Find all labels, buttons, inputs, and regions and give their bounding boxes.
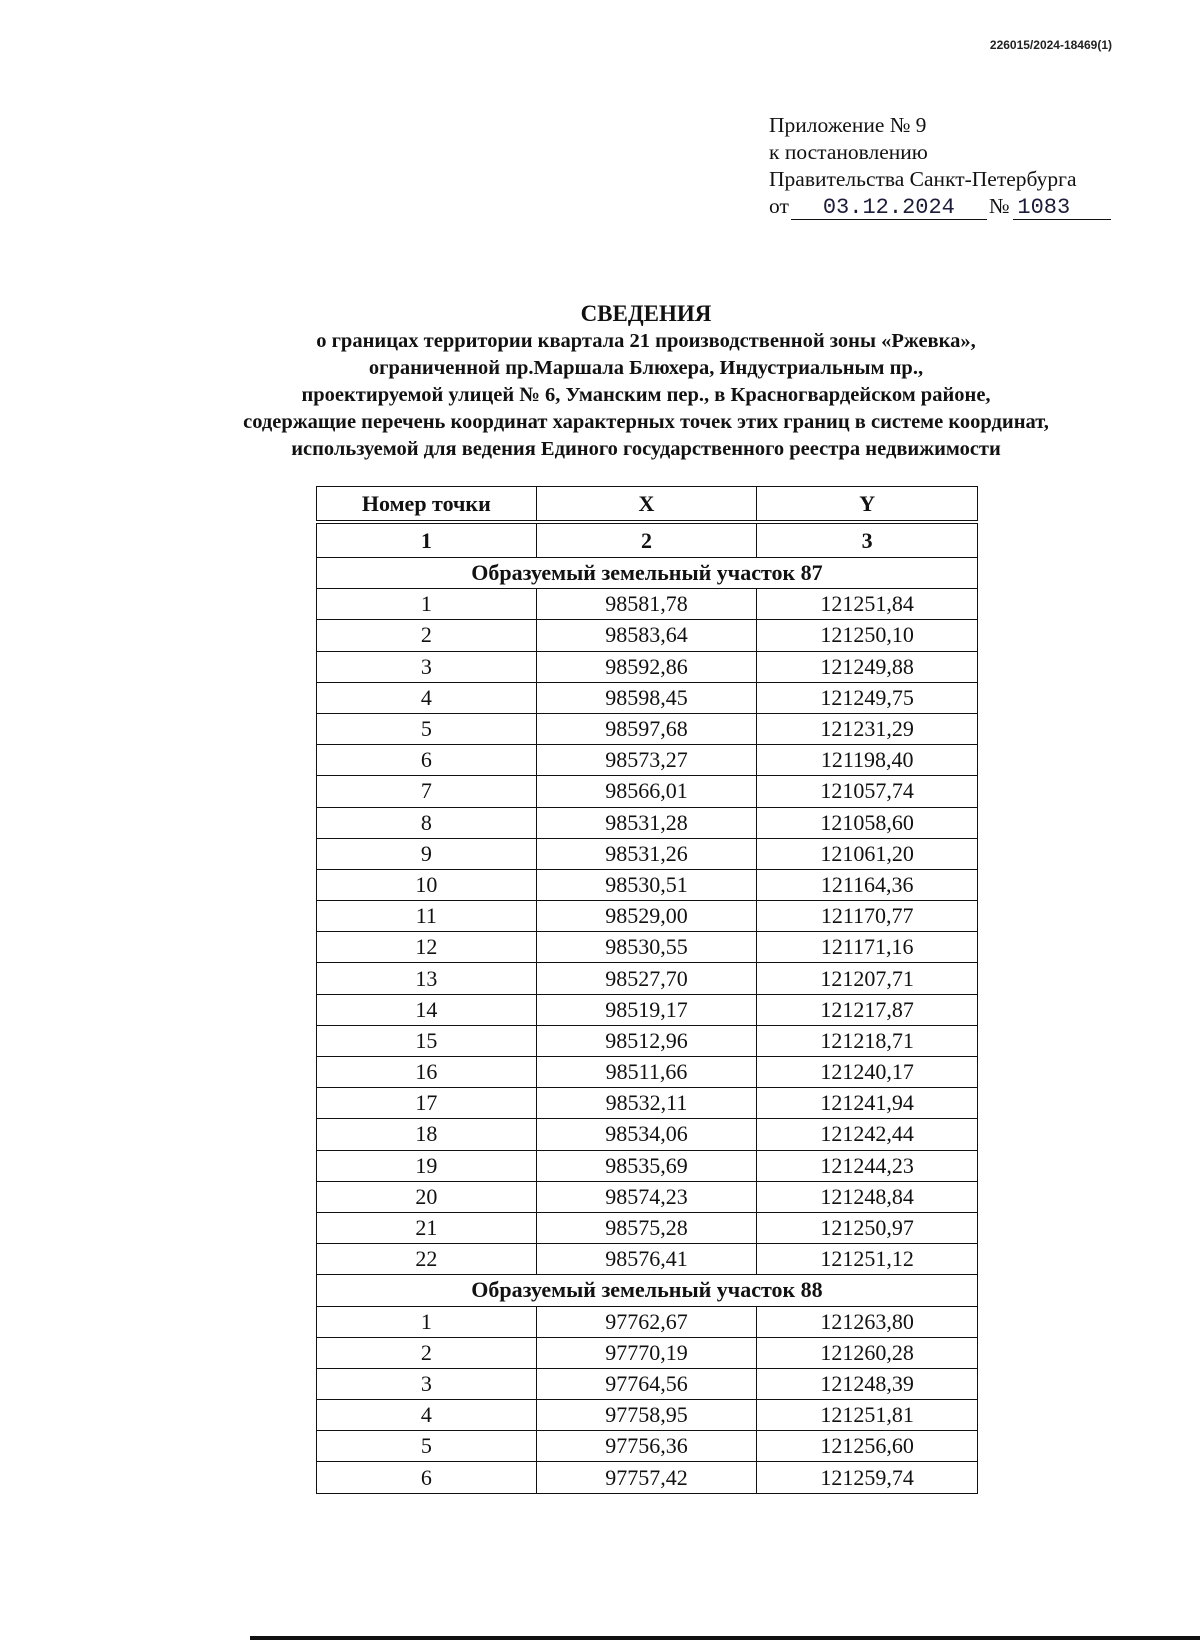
point-number-cell: 15 [317,1025,537,1056]
table-row [317,869,978,900]
x-coordinate-cell: 98576,41 [536,1244,757,1275]
y-coordinate-cell: 121240,17 [757,1057,978,1088]
y-coordinate-cell: 121207,71 [757,963,978,994]
table-row [317,1368,978,1399]
y-coordinate-cell: 121256,60 [757,1431,978,1462]
x-coordinate-cell: 97762,67 [536,1306,757,1337]
y-coordinate-cell: 121259,74 [757,1462,978,1493]
x-coordinate-cell: 98574,23 [536,1181,757,1212]
point-number-cell: 11 [317,901,537,932]
subtitle-line: используемой для ведения Единого государственного реестра недвижимости [291,438,1001,460]
y-coordinate-cell: 121061,20 [757,838,978,869]
subtitle-line: проектируемой улицей № 6, Уманским пер., в Красногвардейском районе, [301,384,991,406]
point-number-cell: 12 [317,932,537,963]
table-row [317,1462,978,1493]
y-coordinate-cell: 121171,16 [757,932,978,963]
table-row [317,1119,978,1150]
point-number-cell: 14 [317,994,537,1025]
point-number-cell: 1 [317,589,537,620]
x-coordinate-cell: 98535,69 [536,1150,757,1181]
subtitle-line: о границах территории квартала 21 производственной зоны «Ржевка», [316,330,976,352]
column-number: 1 [317,524,537,558]
y-coordinate-cell: 121250,97 [757,1212,978,1243]
point-number-cell: 3 [317,1368,537,1399]
point-number-cell: 5 [317,713,537,744]
appendix-number: Приложение № 9 [769,113,927,137]
x-coordinate-cell: 98581,78 [536,589,757,620]
section-title-row [317,558,978,589]
section-title-row [317,1275,978,1306]
table-row [317,1431,978,1462]
x-coordinate-cell: 98519,17 [536,994,757,1025]
x-coordinate-cell: 98573,27 [536,745,757,776]
point-number-cell: 21 [317,1212,537,1243]
y-coordinate-cell: 121248,39 [757,1368,978,1399]
table-row [317,651,978,682]
table-row [317,1244,978,1275]
point-number-cell: 13 [317,963,537,994]
x-coordinate-cell: 98534,06 [536,1119,757,1150]
y-coordinate-cell: 121058,60 [757,807,978,838]
point-number-cell: 10 [317,869,537,900]
x-coordinate-cell: 98531,28 [536,807,757,838]
y-coordinate-cell: 121170,77 [757,901,978,932]
x-coordinate-cell: 97764,56 [536,1368,757,1399]
x-coordinate-cell: 97758,95 [536,1400,757,1431]
coordinates-table [316,486,978,1494]
point-number-cell: 2 [317,620,537,651]
x-coordinate-cell: 98532,11 [536,1088,757,1119]
y-coordinate-cell: 121248,84 [757,1181,978,1212]
resolution-date: 03.12.2024 [791,197,987,220]
y-coordinate-cell: 121057,74 [757,776,978,807]
table-row [317,932,978,963]
page-subtitle [0,328,1200,463]
point-number-cell: 5 [317,1431,537,1462]
y-coordinate-cell: 121198,40 [757,745,978,776]
table-row [317,589,978,620]
y-coordinate-cell: 121251,81 [757,1400,978,1431]
point-number-cell: 2 [317,1337,537,1368]
table-row [317,1337,978,1368]
table-header-row [317,487,978,521]
y-coordinate-cell: 121249,75 [757,682,978,713]
header-x: X [536,487,757,521]
x-coordinate-cell: 98597,68 [536,713,757,744]
point-number-cell: 6 [317,745,537,776]
table-row [317,713,978,744]
appendix-date-row [769,193,1111,220]
y-coordinate-cell: 121250,10 [757,620,978,651]
x-coordinate-cell: 98598,45 [536,682,757,713]
table-row [317,620,978,651]
table-row [317,994,978,1025]
point-number-cell: 19 [317,1150,537,1181]
number-label: № [988,194,1010,218]
point-number-cell: 6 [317,1462,537,1493]
appendix-block [769,112,1111,220]
y-coordinate-cell: 121218,71 [757,1025,978,1056]
document-heading [0,300,1200,463]
header-point-number: Номер точки [317,487,537,521]
point-number-cell: 9 [317,838,537,869]
section-title: Образуемый земельный участок 88 [317,1275,978,1306]
point-number-cell: 7 [317,776,537,807]
appendix-resolution-ref: к постановлению [769,140,928,164]
y-coordinate-cell: 121164,36 [757,869,978,900]
section-title: Образуемый земельный участок 87 [317,558,978,589]
table-row [317,682,978,713]
table-row [317,838,978,869]
y-coordinate-cell: 121217,87 [757,994,978,1025]
point-number-cell: 1 [317,1306,537,1337]
date-label: от [769,194,789,218]
x-coordinate-cell: 98530,55 [536,932,757,963]
resolution-number: 1083 [1013,197,1111,220]
x-coordinate-cell: 98530,51 [536,869,757,900]
point-number-cell: 4 [317,682,537,713]
point-number-cell: 4 [317,1400,537,1431]
point-number-cell: 17 [317,1088,537,1119]
point-number-cell: 18 [317,1119,537,1150]
table-row [317,963,978,994]
point-number-cell: 3 [317,651,537,682]
x-coordinate-cell: 98529,00 [536,901,757,932]
x-coordinate-cell: 98531,26 [536,838,757,869]
table-row [317,1150,978,1181]
table-row [317,1088,978,1119]
table-row [317,745,978,776]
table-row [317,1181,978,1212]
table-row [317,901,978,932]
y-coordinate-cell: 121242,44 [757,1119,978,1150]
y-coordinate-cell: 121263,80 [757,1306,978,1337]
y-coordinate-cell: 121244,23 [757,1150,978,1181]
subtitle-line: ограниченной пр.Маршала Блюхера, Индустриальным пр., [368,357,924,379]
subtitle-line: содержащие перечень координат характерных точек этих границ в системе координат, [243,411,1049,433]
page-title: СВЕДЕНИЯ [580,301,712,326]
point-number-cell: 8 [317,807,537,838]
x-coordinate-cell: 98527,70 [536,963,757,994]
table-row [317,1212,978,1243]
y-coordinate-cell: 121249,88 [757,651,978,682]
y-coordinate-cell: 121251,84 [757,589,978,620]
y-coordinate-cell: 121260,28 [757,1337,978,1368]
x-coordinate-cell: 98512,96 [536,1025,757,1056]
table-body [317,521,978,1494]
appendix-government: Правительства Санкт-Петербурга [769,167,1077,191]
document-registration-number: 226015/2024-18469(1) [989,38,1112,52]
table-row [317,1306,978,1337]
header-y: Y [757,487,978,521]
x-coordinate-cell: 98566,01 [536,776,757,807]
table-row [317,1025,978,1056]
table-row [317,1400,978,1431]
column-number: 3 [757,524,978,558]
x-coordinate-cell: 97756,36 [536,1431,757,1462]
table-row [317,1057,978,1088]
y-coordinate-cell: 121241,94 [757,1088,978,1119]
scan-edge-line [250,1636,1200,1640]
column-number: 2 [536,524,757,558]
point-number-cell: 16 [317,1057,537,1088]
x-coordinate-cell: 97757,42 [536,1462,757,1493]
y-coordinate-cell: 121231,29 [757,713,978,744]
x-coordinate-cell: 98583,64 [536,620,757,651]
x-coordinate-cell: 97770,19 [536,1337,757,1368]
x-coordinate-cell: 98511,66 [536,1057,757,1088]
x-coordinate-cell: 98575,28 [536,1212,757,1243]
point-number-cell: 22 [317,1244,537,1275]
table-row [317,776,978,807]
y-coordinate-cell: 121251,12 [757,1244,978,1275]
point-number-cell: 20 [317,1181,537,1212]
x-coordinate-cell: 98592,86 [536,651,757,682]
column-number-row [317,524,978,558]
table-row [317,807,978,838]
